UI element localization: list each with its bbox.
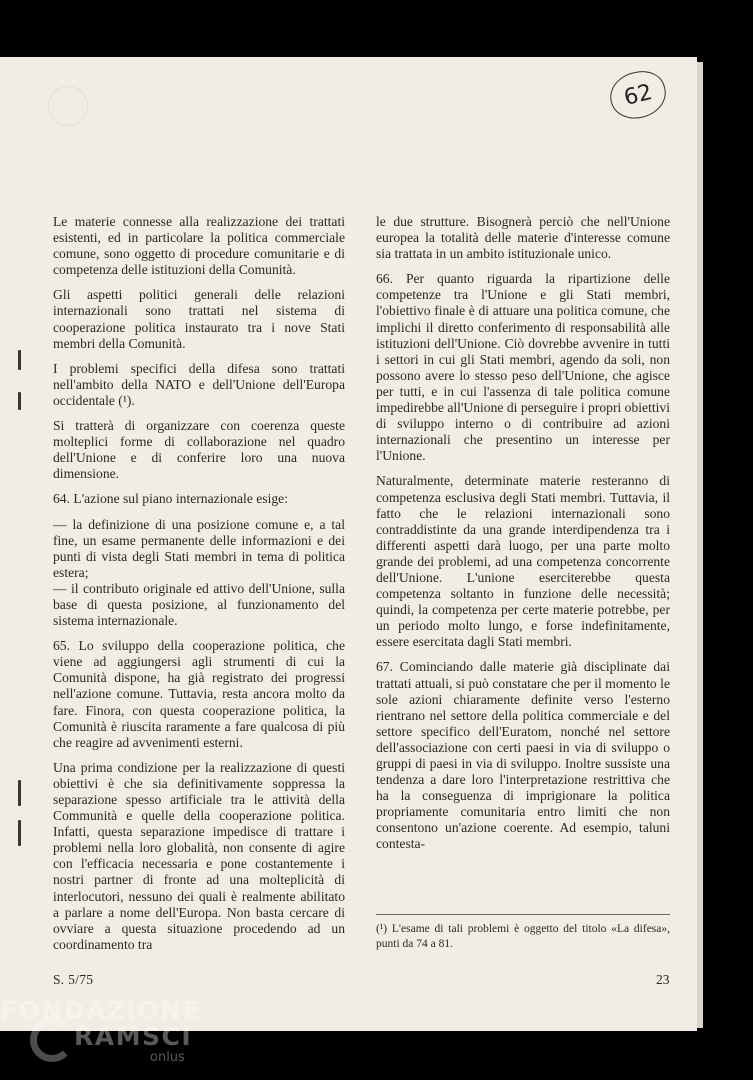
footnote-rule <box>376 914 670 915</box>
paragraph: le due strutture. Bisognerà perciò che nell'Unione europea la totalità delle materie d'interesse comune sia trattata in un ambito istituzionale unico. <box>376 214 670 262</box>
paragraph: Naturalmente, determinate materie resteranno di competenza esclusiva degli Stati membri. Tuttavia, il fatto che le relazioni internazionali sono contraddistinte da una grande interdipendenza tra i differenti aspetti darà luogo, per una parte molto grande dei problemi, ad una competenza concorrente dell'Unione. L'unione eserciterebbe questa competenza soltanto in funzione delle necessità; quindi, la competenza per certe materie potrebbe, per un periodo molto lungo, e forse indefinitamente, essere esercitata dagli Stati membri. <box>376 473 670 650</box>
margin-mark <box>18 392 21 410</box>
margin-mark <box>18 780 21 806</box>
margin-mark <box>18 350 21 370</box>
left-column <box>53 214 345 953</box>
list-item: — il contributo originale ed attivo dell'Unione, sulla base di questa posizione, al funzionamento del sistema internazionale. <box>53 580 345 629</box>
section-66-paragraph: 66. Per quanto riguarda la ripartizione delle competenze tra l'Unione e gli Stati membri, l'obiettivo finale è di attuare una politica comune, che implichi il diretto conferimento di responsabilità alle istituzioni dell'Unione. Ciò dovrebbe avvenire in tutti i settori in cui gli Stati membri, agendo da soli, non possono avere lo stesso peso dell'Unione, che agisce per tutti, e in cui l'assenza di tale politica comune impedirebbe all'Unione di perseguire i propri obiettivi di sviluppo interno o di contribuire ad azioni internazionali che presentino un interesse per l'Unione. <box>376 271 670 464</box>
page-edge <box>697 62 703 1028</box>
watermark-line2: RAMSCI <box>74 1022 193 1051</box>
section-64-heading: 64. L'azione sul piano internazionale esige: <box>53 491 288 507</box>
watermark-line1: FONDAZIONE <box>0 996 202 1025</box>
faint-stamp <box>48 86 88 126</box>
handwritten-number: 62 <box>621 79 655 111</box>
paragraph: Una prima condizione per la realizzazione di questi obiettivi è che sia definitivamente soppressa la separazione spesso artificiale tra le attività della Communità e quelle della cooperazione politica. Infatti, questa separazione impedisce di trattare i problemi nella loro globalità, non consente di agire con l'efficacia necessaria e pone costantemente i nostri partner di fronte ad una molteplicità di interlocutori, nessuno dei quali è realmente abilitato a parlare a nome dell'Europa. Non basta cercare di ovviare a questa situazione procedendo ad un coordinamento tra <box>53 759 345 952</box>
list-item: — la definizione di una posizione comune e, a tal fine, un esame permanente delle informazioni e dei punti di vista degli Stati membri in tema di politica estera; <box>53 516 345 580</box>
page-number: 23 <box>656 972 670 987</box>
margin-mark <box>18 820 21 846</box>
watermark-line3: onlus <box>150 1050 185 1065</box>
paragraph: Le materie connesse alla realizzazione dei trattati esistenti, ed in particolare la politica commerciale comune, sono oggetto di procedure comunitarie e di competenza delle istituzioni della Comunità. <box>53 214 345 278</box>
paragraph: Si tratterà di organizzare con coerenza queste molteplici forme di collaborazione nel quadro dell'Unione e di conferire loro una nuova dimensione. <box>53 418 345 482</box>
watermark-logo-icon <box>30 1018 74 1062</box>
right-column <box>376 214 670 853</box>
document-reference: S. 5/75 <box>53 972 94 987</box>
section-67-paragraph: 67. Cominciando dalle materie già disciplinate dai trattati attuali, si può constatare che per il momento le sole azioni chiaramente definite verso l'esterno rientrano nel settore della politica commerciale e del settore specifico dell'Euratom, nonché nel settore dell'associazione con certi paesi in via di sviluppo o gruppi di paesi in via di sviluppo. Inoltre sussiste una tendenza a dare loro l'interpretazione restrittiva che ha la conseguenza di imprigionare la politica propriamente comunitaria entro limiti che non consentono un'azione coerente. Ad esempio, taluni contesta- <box>376 659 670 852</box>
footnote: (¹) L'esame di tali problemi è oggetto del titolo «La difesa», punti da 74 a 81. <box>376 923 670 950</box>
section-65-paragraph: 65. Lo sviluppo della cooperazione politica, che viene ad aggiungersi agli strumenti di cui la Comunità dispone, ha già registrato dei progressi nell'azione comune. Tuttavia, resta ancora molto da fare. Finora, con questa cooperazione politica, la Comunità è riuscita raramente a fare qualcosa di più che reagire ad avvenimenti esterni. <box>53 638 345 750</box>
paragraph: I problemi specifici della difesa sono trattati nell'ambito della NATO e dell'Unione dell'Europa occidentale (¹). <box>53 360 345 408</box>
paragraph: Gli aspetti politici generali delle relazioni internazionali sono trattati nel sistema di cooperazione politica instaurato tra i nove Stati membri della Comunità. <box>53 287 345 351</box>
